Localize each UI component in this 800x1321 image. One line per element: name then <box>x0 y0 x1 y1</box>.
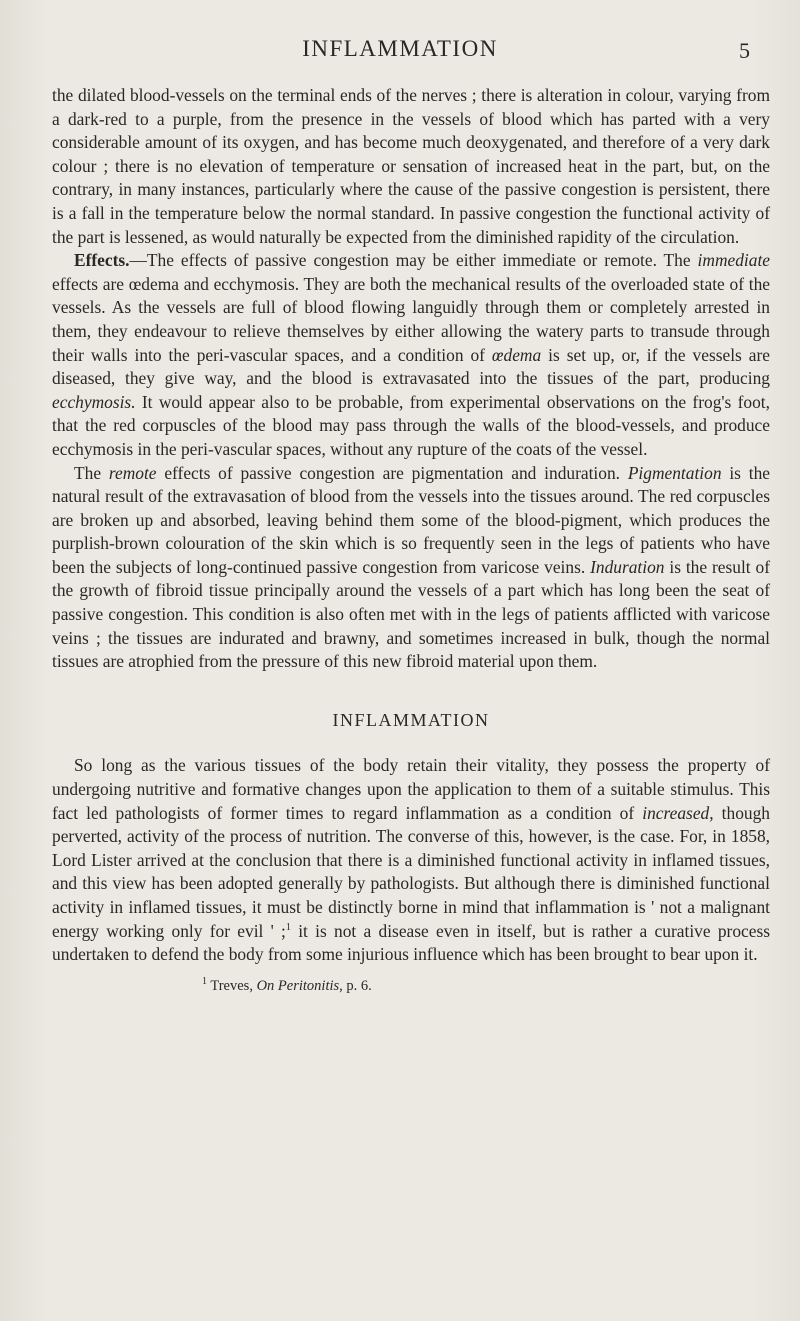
effects-heading: Effects. <box>74 250 130 271</box>
paragraph-text: effects are œdema and ecchymosis. They are both the mechanical results of the overloaded state of the vessels. As the vessels are full of blood flowing languidly through them or completely arrested in them, they endeavour to relieve themselves by either allowing the watery parts to transude through their walls into the peri-vascular spaces, and a condition of <box>52 273 770 365</box>
italic-term: ecchymosis. <box>52 391 136 412</box>
section-heading: INFLAMMATION <box>332 709 490 730</box>
italic-term: immediate <box>697 250 770 271</box>
paragraph-remote-effects <box>52 462 770 674</box>
paragraph-effects <box>52 249 770 461</box>
paragraph-text: is the natural result of the extravasation of blood from the vessels into the tissues around. The red corpuscles are broken up and absorbed, leaving behind them some of the blood-pigment, which produces the purplish-brown colouration of the skin which is so frequently seen in the legs of patients who have been the subjects of long-continued passive congestion from varicose veins. <box>52 462 770 577</box>
footnote-author: Treves, <box>210 977 257 994</box>
paragraph-text: the dilated blood-vessels on the terminal ends of the nerves ; there is alteration in colour, varying from a dark-red to a purple, from the presence in the vessels of blood which has parted with a very considerable amount of its oxygen, and has become much deoxygenated, and therefore of a very dark colour ; there is no elevation of temperature or sensation of increased heat in the part, but, on the contrary, in many instances, particularly where the cause of the passive congestion is persistent, there is a fall in the temperature below the normal standard. In passive congestion the functional activity of the part is lessened, as would naturally be expected from the diminished rapidity of the circulation. <box>52 85 770 247</box>
paragraph-text: It would appear also to be probable, from experimental observations on the frog's foot, that the red corpuscles of the blood may pass through the walls of the blood-vessels, and produce ecchymosis in the peri-vascular spaces, without any rupture of the coats of the vessel. <box>52 391 770 459</box>
paragraph-text: it is not a disease even in itself, but is rather a curative process undertaken to defend the body from some injurious influence which has been brought to bear upon it. <box>52 920 770 965</box>
italic-term: Pigmentation <box>627 462 722 483</box>
paragraph-inflammation-intro <box>52 754 770 966</box>
italic-term: Induration <box>590 556 665 577</box>
running-title: INFLAMMATION <box>302 36 498 61</box>
page-number: 5 <box>739 38 750 63</box>
paragraph-passive-congestion-signs <box>52 84 770 249</box>
paragraph-text: is the result of the growth of fibroid tissue principally around the vessels of a part which has long been the seat of passive congestion. This condition is also often met with in the legs of patients afflicted with varicose veins ; the tissues are indurated and brawny, and sometimes increased in bulk, though the normal tissues are atrophied from the pressure of this new fibroid material upon them. <box>52 556 770 672</box>
footnote-title: On Peritonitis, <box>256 977 343 994</box>
footnote-page: p. 6. <box>342 977 372 994</box>
paragraph-text: effects of passive congestion are pigmentation and induration. <box>156 462 628 483</box>
body-text <box>52 84 770 996</box>
italic-term: œdema <box>491 344 542 365</box>
italic-term: remote <box>108 462 157 483</box>
paragraph-text: is set up, or, if the vessels are diseased, they give way, and the blood is extravasated into the tissues of the part, producing <box>52 344 770 389</box>
footnote-reference: 1 <box>285 921 291 933</box>
paragraph-text: —The effects of passive congestion may be either immediate or remote. The <box>129 250 698 271</box>
italic-term: increased, <box>642 802 714 823</box>
paragraph-text: So long as the various tissues of the body retain their vitality, they possess the property of undergoing nutritive and formative changes upon the application to them of a suitable stimulus. This fact led pathologists of former times to regard inflammation as a condition of <box>52 755 770 823</box>
footnote-mark: 1 <box>202 975 207 987</box>
footnote <box>52 976 770 996</box>
paragraph-text: The <box>74 462 109 483</box>
paragraph-text: though perverted, activity of the process of nutrition. The converse of this, however, is the case. For, in 1858, Lord Lister arrived at the conclusion that there is a diminished functional activity in inflamed tissues, and this view has been adopted generally by pathologists. But although there is diminished functional activity in inflamed tissues, it must be distinctly borne in mind that inflammation is ' not a malignant energy working only for evil ' ; <box>52 802 770 941</box>
running-head <box>0 36 800 70</box>
